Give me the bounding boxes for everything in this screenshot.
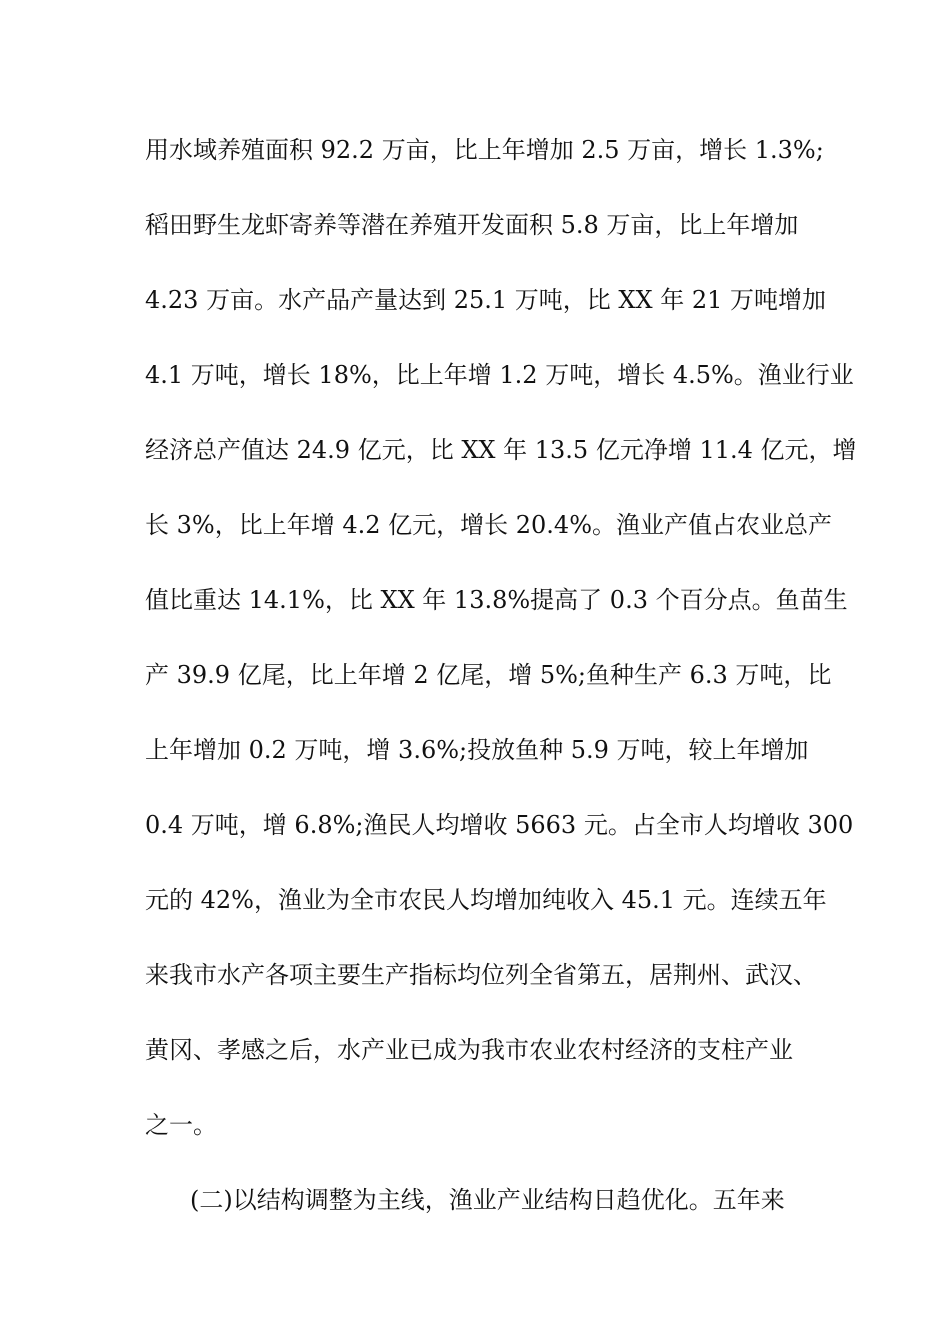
text-line: 0.4 万吨，增 6.8%;渔民人均增收 5663 元。占全市人均增收 300 [145, 811, 854, 839]
text-line: 4.23 万亩。水产品产量达到 25.1 万吨，比 XX 年 21 万吨增加 [145, 286, 826, 314]
text-line: 用水域养殖面积 92.2 万亩，比上年增加 2.5 万亩，增长 1.3%; [145, 136, 824, 164]
text-line: 产 39.9 亿尾，比上年增 2 亿尾，增 5%;鱼种生产 6.3 万吨，比 [145, 661, 832, 689]
text-line: 元的 42%，渔业为全市农民人均增加纯收入 45.1 元。连续五年 [145, 886, 827, 914]
text-line: 值比重达 14.1%，比 XX 年 13.8%提高了 0.3 个百分点。鱼苗生 [145, 586, 848, 614]
text-line: 黄冈、孝感之后，水产业已成为我市农业农村经济的支柱产业 [145, 1036, 793, 1064]
text-line: 来我市水产各项主要生产指标均位列全省第五，居荆州、武汉、 [145, 961, 817, 989]
text-line: 上年增加 0.2 万吨，增 3.6%;投放鱼种 5.9 万吨，较上年增加 [145, 736, 809, 764]
text-line: 经济总产值达 24.9 亿元，比 XX 年 13.5 亿元净增 11.4 亿元，增 [145, 436, 857, 464]
text-line: 之一。 [145, 1111, 217, 1139]
text-line: 长 3%，比上年增 4.2 亿元，增长 20.4%。渔业产值占农业总产 [145, 511, 832, 539]
text-line: 稻田野生龙虾寄养等潜在养殖开发面积 5.8 万亩，比上年增加 [145, 211, 799, 239]
text-line: 4.1 万吨，增长 18%，比上年增 1.2 万吨，增长 4.5%。渔业行业 [145, 361, 854, 389]
section-heading-line: (二)以结构调整为主线，渔业产业结构日趋优化。五年来 [190, 1186, 785, 1214]
